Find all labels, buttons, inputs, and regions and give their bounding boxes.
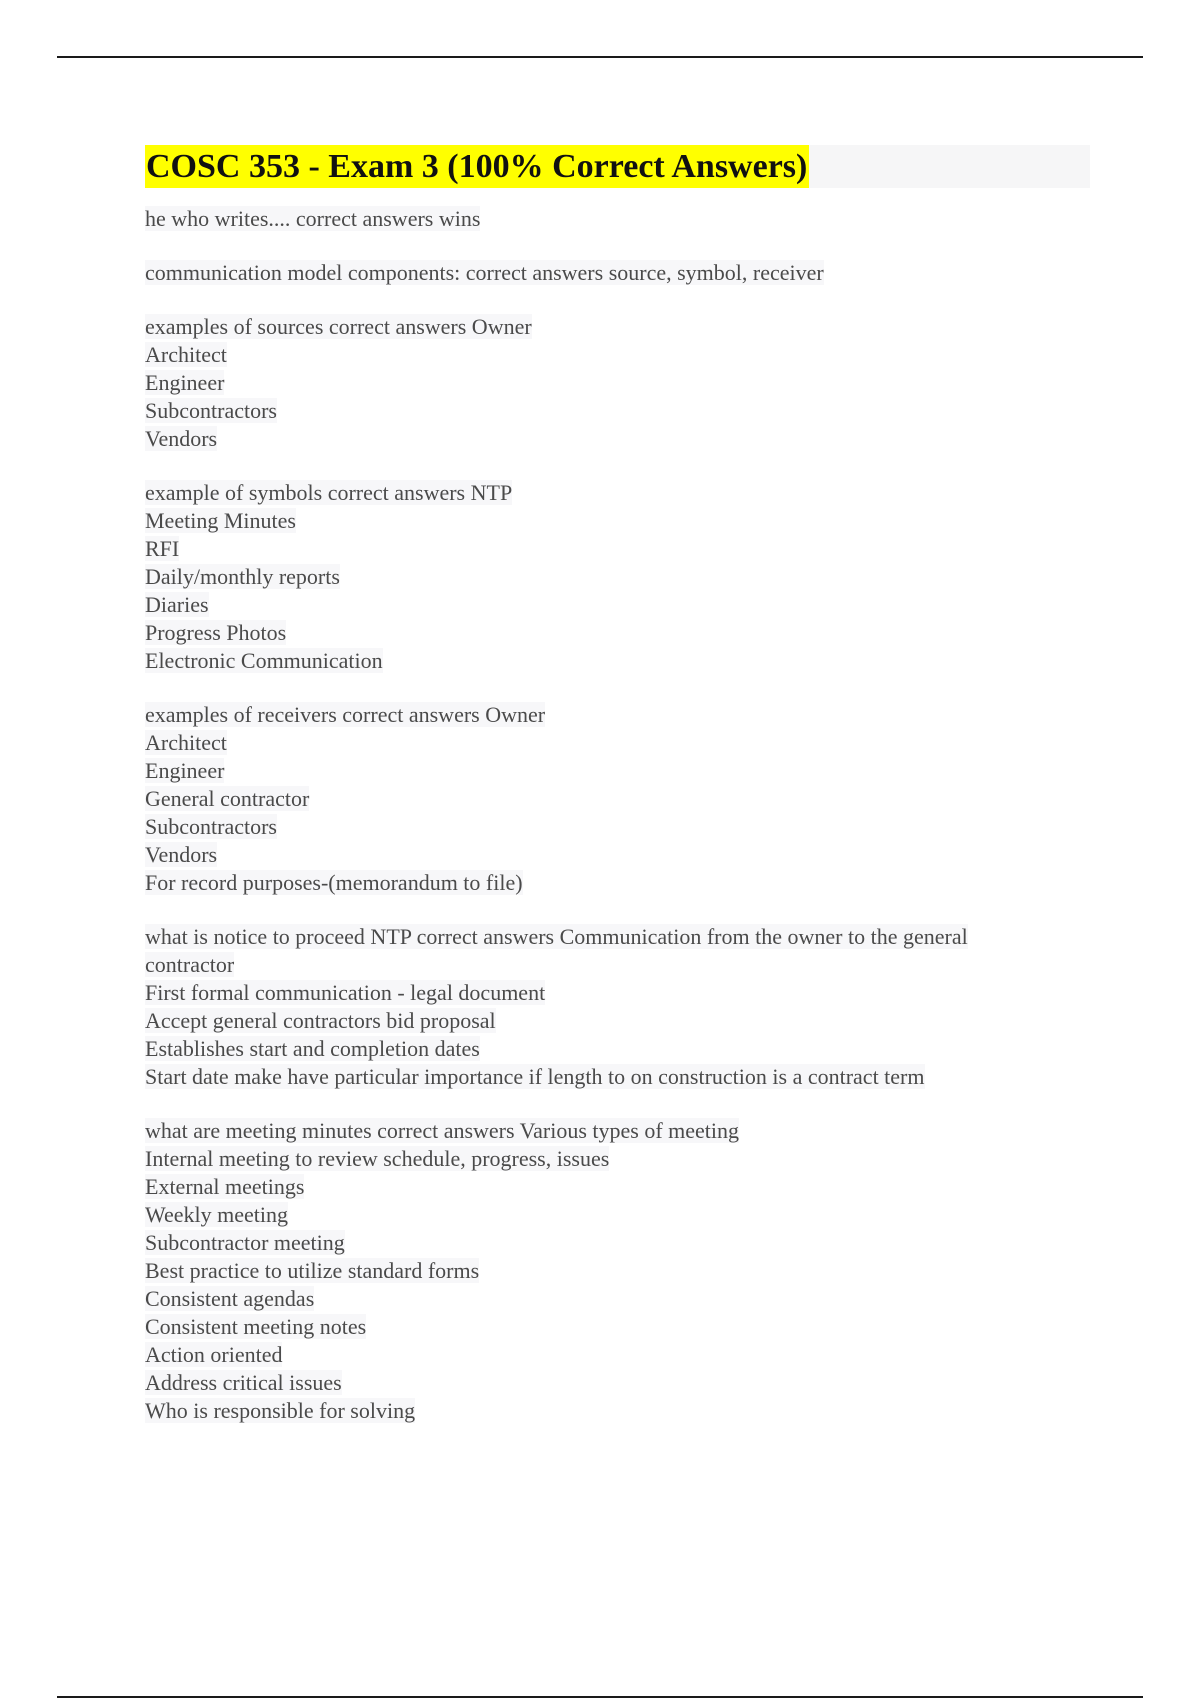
qa-line: examples of sources correct answers Owner xyxy=(145,314,532,339)
qa-line: For record purposes-(memorandum to file) xyxy=(145,870,523,895)
qa-line: Vendors xyxy=(145,426,218,451)
qa-line: contractor xyxy=(145,952,235,977)
qa-line: Meeting Minutes xyxy=(145,508,296,533)
qa-line: Subcontractor meeting xyxy=(145,1230,345,1255)
qa-line: Engineer xyxy=(145,370,225,395)
qa-block-sources xyxy=(145,313,1090,453)
qa-block-receivers xyxy=(145,701,1090,897)
qa-line: Subcontractors xyxy=(145,814,277,839)
qa-line: Architect xyxy=(145,730,227,755)
qa-block-meeting-minutes xyxy=(145,1117,1090,1425)
top-rule xyxy=(57,56,1143,58)
qa-line: Electronic Communication xyxy=(145,648,383,673)
qa-line: Diaries xyxy=(145,592,209,617)
qa-line: Architect xyxy=(145,342,227,367)
qa-line: what are meeting minutes correct answers Various types of meeting xyxy=(145,1118,740,1143)
qa-block-symbols xyxy=(145,479,1090,675)
qa-line: Who is responsible for solving xyxy=(145,1398,416,1423)
qa-line: Daily/monthly reports xyxy=(145,564,340,589)
document-title: COSC 353 - Exam 3 (100% Correct Answers) xyxy=(145,145,809,188)
qa-line: example of symbols correct answers NTP xyxy=(145,480,513,505)
title-band xyxy=(145,145,1090,188)
qa-line: Best practice to utilize standard forms xyxy=(145,1258,480,1283)
qa-line: Consistent agendas xyxy=(145,1286,315,1311)
qa-line: Action oriented xyxy=(145,1342,283,1367)
qa-line: Engineer xyxy=(145,758,225,783)
qa-line: Progress Photos xyxy=(145,620,287,645)
qa-line: Accept general contractors bid proposal xyxy=(145,1008,496,1033)
qa-line: Weekly meeting xyxy=(145,1202,289,1227)
qa-line: what is notice to proceed NTP correct answers Communication from the owner to the general xyxy=(145,924,968,949)
qa-line: External meetings xyxy=(145,1174,305,1199)
qa-line: Address critical issues xyxy=(145,1370,342,1395)
qa-line: Subcontractors xyxy=(145,398,277,423)
qa-line: he who writes.... correct answers wins xyxy=(145,206,481,231)
qa-line: Start date make have particular importance if length to on construction is a contract term xyxy=(145,1064,925,1089)
qa-line: communication model components: correct answers source, symbol, receiver xyxy=(145,260,824,285)
qa-line: examples of receivers correct answers Owner xyxy=(145,702,546,727)
qa-block-communication-model xyxy=(145,259,1090,287)
qa-line: Establishes start and completion dates xyxy=(145,1036,480,1061)
qa-block-notice-to-proceed xyxy=(145,923,1090,1091)
qa-line: Vendors xyxy=(145,842,218,867)
bottom-rule xyxy=(57,1696,1143,1698)
qa-line: Consistent meeting notes xyxy=(145,1314,367,1339)
qa-line: RFI xyxy=(145,536,180,561)
qa-line: General contractor xyxy=(145,786,310,811)
qa-line: First formal communication - legal document xyxy=(145,980,546,1005)
document-body xyxy=(145,145,1090,1425)
qa-block-intro xyxy=(145,205,1090,233)
qa-line: Internal meeting to review schedule, progress, issues xyxy=(145,1146,610,1171)
